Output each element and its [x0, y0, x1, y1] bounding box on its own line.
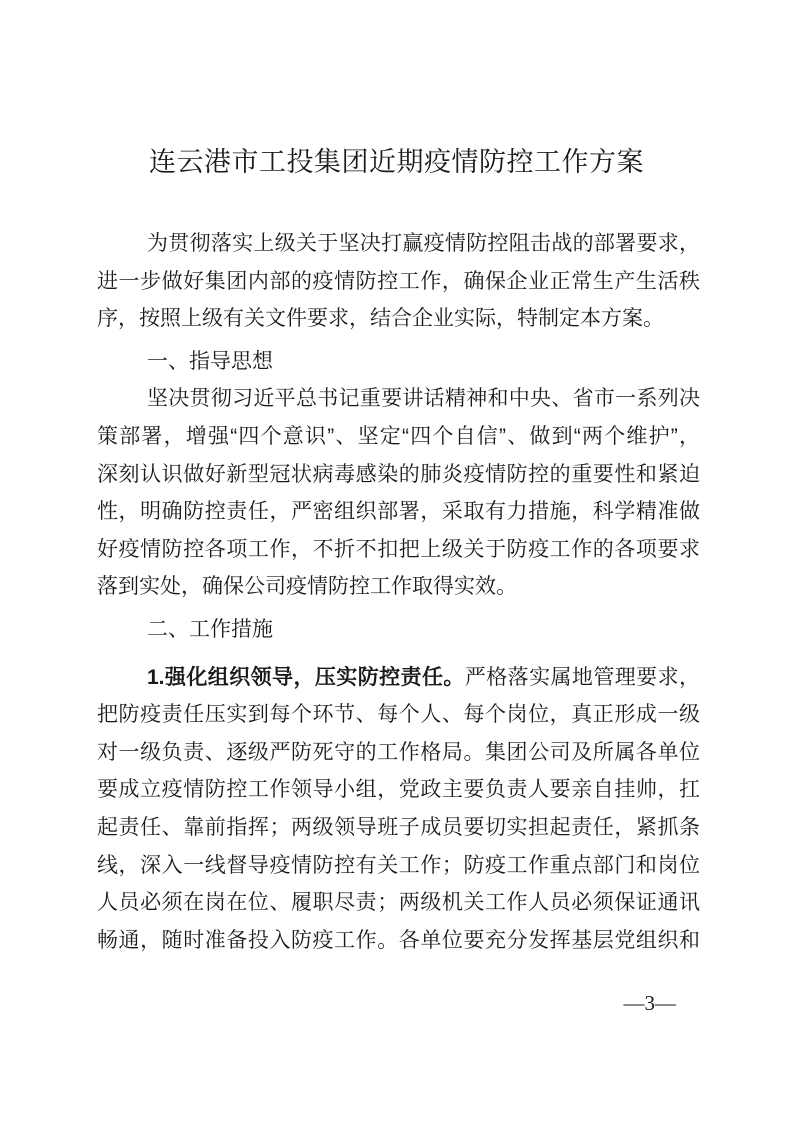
- text-line: [97, 456, 700, 494]
- page-number: —3—: [623, 991, 676, 1015]
- text-segment: 坚决贯彻习近平总书记重要讲话精神和中央、省市一系列决: [147, 387, 700, 411]
- text-line: [97, 380, 700, 418]
- text-segment: 起责任、靠前指挥；两级领导班子成员要切实担起责任，紧抓条: [97, 815, 700, 839]
- text-line: [97, 263, 700, 301]
- text-segment: 线，深入一线督导疫情防控有关工作；防疫工作重点部门和岗位: [97, 853, 700, 877]
- text-segment: 对一级负责、逐级严防死守的工作格局。集团公司及所属各单位: [97, 740, 700, 764]
- text-segment: 把防疫责任压实到每个环节、每个人、每个岗位，真正形成一级: [97, 703, 700, 727]
- text-line: [97, 225, 700, 263]
- bold-text-segment: 1.强化组织领导，压实防控责任。: [147, 665, 465, 689]
- section-heading: [97, 611, 700, 649]
- text-segment: 好疫情防控各项工作，不折不扣把上级关于防疫工作的各项要求: [97, 537, 700, 561]
- text-segment: 进一步做好集团内部的疫情防控工作，确保企业正常生产生活秩: [97, 269, 700, 293]
- text-segment: 二、工作措施: [147, 617, 273, 641]
- text-line: [97, 696, 700, 734]
- paragraph: [97, 659, 700, 960]
- text-line: [97, 343, 700, 381]
- text-segment: 策部署，增强“四个意识”、坚定“四个自信”、做到“两个维护”，: [97, 424, 700, 448]
- text-segment: 落到实处，确保公司疫情防控工作取得实效。: [97, 575, 517, 599]
- text-segment: 深刻认识做好新型冠状病毒感染的肺炎疫情防控的重要性和紧迫: [97, 462, 700, 486]
- paragraph: [97, 225, 700, 338]
- section-heading: [97, 343, 700, 381]
- text-segment: 一、指导思想: [147, 349, 273, 373]
- document-title: 连云港市工投集团近期疫情防控工作方案: [149, 147, 644, 177]
- text-line: [97, 771, 700, 809]
- text-line: [97, 734, 700, 772]
- document-body: [97, 225, 700, 959]
- text-segment: 为贯彻落实上级关于坚决打赢疫情防控阻击战的部署要求，: [147, 232, 700, 255]
- text-segment: 畅通，随时准备投入防疫工作。各单位要充分发挥基层党组织和: [97, 928, 700, 952]
- text-line: [97, 300, 700, 338]
- text-segment: 要成立疫情防控工作领导小组，党政主要负责人要亲自挂帅，扛: [97, 778, 700, 802]
- text-line: [97, 611, 700, 649]
- text-line: [97, 847, 700, 885]
- text-line: [97, 531, 700, 569]
- text-line: [97, 418, 700, 456]
- text-line: [97, 809, 700, 847]
- text-line: [97, 659, 700, 697]
- text-segment: 严格落实属地管理要求，: [464, 665, 701, 689]
- text-segment: 性，明确防控责任，严密组织部署，采取有力措施，科学精准做: [97, 500, 700, 524]
- text-segment: 人员必须在岗在位、履职尽责；两级机关工作人员必须保证通讯: [97, 891, 700, 915]
- text-line: [97, 884, 700, 922]
- text-line: [97, 922, 700, 960]
- text-line: [97, 568, 700, 606]
- text-segment: 序，按照上级有关文件要求，结合企业实际，特制定本方案。: [97, 307, 664, 331]
- paragraph: [97, 380, 700, 606]
- text-line: [97, 493, 700, 531]
